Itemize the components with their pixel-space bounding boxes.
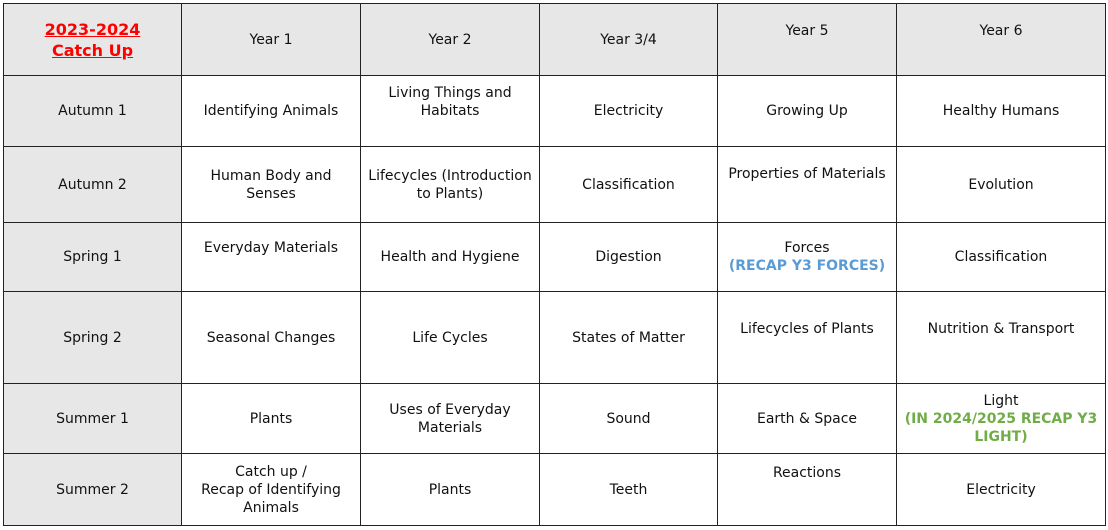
cell-year34: Classification (540, 147, 718, 223)
year-1-header: Year 1 (182, 4, 361, 76)
cell-year6 (897, 384, 1106, 454)
term-spring-1: Spring 1 (4, 223, 182, 292)
cell-year6: Evolution (897, 147, 1106, 223)
cell-year5: Properties of Materials (718, 147, 897, 223)
cell-year34: Teeth (540, 454, 718, 526)
table-row (4, 147, 1106, 223)
cell-year1: Plants (182, 384, 361, 454)
cell-year5: Lifecycles of Plants (718, 292, 897, 384)
cell-year34: Digestion (540, 223, 718, 292)
cell-year2: Life Cycles (361, 292, 540, 384)
cell-year2: Uses of Everyday Materials (361, 384, 540, 454)
cell-year5: Earth & Space (718, 384, 897, 454)
year6-recap-note: (IN 2024/2025 RECAP Y3 LIGHT) (904, 410, 1098, 445)
cell-year1: Seasonal Changes (182, 292, 361, 384)
cell-year34: States of Matter (540, 292, 718, 384)
year-3-4-header: Year 3/4 (540, 4, 718, 76)
cell-year2: Health and Hygiene (361, 223, 540, 292)
term-spring-2: Spring 2 (4, 292, 182, 384)
cell-year6: Nutrition & Transport (897, 292, 1106, 384)
header-row (4, 4, 1106, 76)
table-row (4, 223, 1106, 292)
cell-year5 (718, 223, 897, 292)
cell-year6: Classification (897, 223, 1106, 292)
term-summer-2: Summer 2 (4, 454, 182, 526)
year-2-header: Year 2 (361, 4, 540, 76)
year-6-header: Year 6 (897, 4, 1106, 76)
term-summer-1: Summer 1 (4, 384, 182, 454)
cell-year2: Living Things and Habitats (361, 76, 540, 147)
cell-year5: Reactions (718, 454, 897, 526)
term-autumn-2: Autumn 2 (4, 147, 182, 223)
year-5-header: Year 5 (718, 4, 897, 76)
table-row (4, 454, 1106, 526)
cell-year1: Everyday Materials (182, 223, 361, 292)
table-row (4, 76, 1106, 147)
cell-year6: Electricity (897, 454, 1106, 526)
cell-year34: Sound (540, 384, 718, 454)
cell-year5: Growing Up (718, 76, 897, 147)
year5-topic: Forces (784, 240, 830, 256)
corner-title: 2023-2024 Catch Up (4, 4, 182, 76)
year1-recap: Recap of Identifying Animals (201, 481, 341, 516)
year1-catchup: Catch up / (235, 463, 307, 480)
table-row (4, 292, 1106, 384)
year6-topic: Light (983, 392, 1019, 409)
curriculum-table (3, 3, 1106, 526)
cell-year6: Healthy Humans (897, 76, 1106, 147)
term-autumn-1: Autumn 1 (4, 76, 182, 147)
cell-year1: Human Body and Senses (182, 147, 361, 223)
cell-year1: Identifying Animals (182, 76, 361, 147)
cell-year34: Electricity (540, 76, 718, 147)
cell-year2: Lifecycles (Introduction to Plants) (361, 147, 540, 223)
year5-recap-note: (RECAP Y3 FORCES) (728, 258, 886, 274)
table-row (4, 384, 1106, 454)
cell-year2: Plants (361, 454, 540, 526)
cell-year1 (182, 454, 361, 526)
